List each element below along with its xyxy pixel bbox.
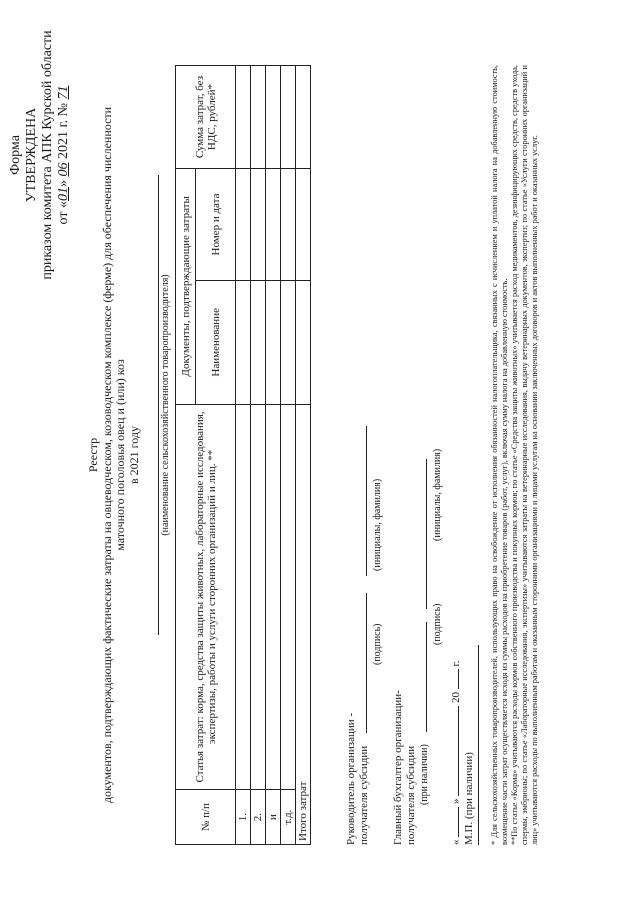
title-line-2: маточного поголовья овец и (или) коз xyxy=(113,359,127,551)
col-article-header: Статья затрат: корма, средства защиты животных, лабораторные исследования, экспертизы, работы и услуги сторонних организаций и лиц. ** xyxy=(176,404,236,790)
order-line: приказом комитета АПК Курской области xyxy=(40,30,55,280)
col-docs-header: Документы, подтверждающие затраты xyxy=(176,169,196,405)
head-line-1: Руководитель организации - xyxy=(345,712,357,845)
col-number-header: № п/п xyxy=(176,790,236,845)
footnotes xyxy=(490,65,540,845)
date-mid: » xyxy=(56,180,71,188)
approval-header xyxy=(8,5,72,305)
cell xyxy=(296,280,311,404)
approved-label: УТВЕРЖДЕНА xyxy=(24,107,39,203)
acc-caption-row-2 xyxy=(431,325,444,845)
seal-label: М.П. (при наличии) xyxy=(463,752,475,845)
cell xyxy=(296,169,311,281)
cell xyxy=(281,280,296,404)
order-number: 71 xyxy=(56,85,71,100)
table-row xyxy=(266,66,281,845)
cell xyxy=(251,280,266,404)
cell xyxy=(266,169,281,281)
acc-initials-line xyxy=(426,459,427,609)
footnote-2: **По статье «Корма» учитываются расходы кормов собственного производства и покупных кормов; по статье «Средства защиты животных» учитывается расход медикаментов, дезинфицирующих средств, средств ухода, спермы, эмбрионы; по статье «Лабораторные исследования, экспертизы» учитываются затраты на ветеринарные исследования, выдачу ветеринарных документов, экспертиз; по статье «Услуги сторонних организаций и лиц» учитываются расходы по выполненным работам и оказанным сторонними организациями и лицами услугам на основании заключенных договоров и актов выполненных работ и оказанных услуг. xyxy=(510,65,539,845)
cell xyxy=(236,404,251,790)
register-title xyxy=(87,65,141,845)
date-prefix: от « xyxy=(56,201,71,225)
producer-caption: (наименование сельскохозяйственного товаропроизводителя) xyxy=(160,274,171,536)
cell xyxy=(236,169,251,281)
footnote-1: * Для сельскохозяйственных товаропроизводителей, использующих право на освобождение от исполнения обязанностей налогоплательщика, связанных с исчислением и уплатой налога на добавленную стоимость, возмещение части затрат осуществляется исходя из суммы расходов на приобретение товаров (работ, услуг), включая сумму налога на добавленную стоимость. xyxy=(490,65,509,845)
acc-signature-caption: (подпись) xyxy=(432,603,443,645)
row-number: и xyxy=(266,790,281,845)
row-number: т.д. xyxy=(281,790,296,845)
form-label: Форма xyxy=(8,135,23,175)
head-initials-line xyxy=(366,426,367,576)
table-row xyxy=(236,66,251,845)
register-table xyxy=(175,65,311,845)
acc-initials-caption: (инициалы, фамилия) xyxy=(432,448,443,541)
cell xyxy=(251,66,266,169)
cell xyxy=(281,66,296,169)
order-month: 06 xyxy=(56,162,71,177)
date-suffix: 2021 г. № xyxy=(56,103,71,160)
table-total-row xyxy=(296,66,311,845)
acc-line-2: получателя субсидии xyxy=(405,745,417,845)
cell xyxy=(266,280,281,404)
cell xyxy=(266,404,281,790)
title-word: Реестр xyxy=(86,437,100,473)
head-initials-caption: (инициалы, фамилия) xyxy=(372,478,383,571)
cell xyxy=(236,66,251,169)
acc-signature-line xyxy=(426,622,427,732)
cell xyxy=(236,280,251,404)
cell xyxy=(281,404,296,790)
col-docs-numdate-header: Номер и дата xyxy=(196,169,236,281)
head-signature-line xyxy=(366,593,367,733)
row-number: 1. xyxy=(236,790,251,845)
title-line-3: в 2021 году xyxy=(126,425,141,485)
row-number: 2. xyxy=(251,790,266,845)
total-label: Итого затрат xyxy=(296,404,311,844)
cell xyxy=(251,404,266,790)
col-sum-header: Сумма затрат, без НДС, рублей* xyxy=(176,66,236,169)
table-row xyxy=(251,66,266,845)
footnote-separator xyxy=(478,645,479,845)
title-line-1: документов, подтверждающих фактические затраты на овцеводческом, козоводческом комплексе (ферме) для обеспечения численности xyxy=(99,106,114,804)
head-line-2: получателя субсидии xyxy=(358,325,371,845)
table-header-row xyxy=(176,66,196,845)
head-signature-caption: (подпись) xyxy=(372,623,383,665)
table-row xyxy=(281,66,296,845)
order-date-line xyxy=(56,5,72,305)
cell xyxy=(296,66,311,169)
col-docs-name-header: Наименование xyxy=(196,280,236,404)
acc-line-1: Главный бухгалтер организации- xyxy=(392,690,404,845)
acc-if-any: (при наличии) xyxy=(419,744,430,805)
cell xyxy=(281,169,296,281)
cell xyxy=(266,66,281,169)
order-day: 01 xyxy=(56,187,71,202)
producer-underline xyxy=(158,175,159,635)
signature-block xyxy=(345,325,476,845)
acc-caption-row xyxy=(418,325,431,845)
date-line: « » 20 г. xyxy=(450,660,462,845)
cell xyxy=(251,169,266,281)
